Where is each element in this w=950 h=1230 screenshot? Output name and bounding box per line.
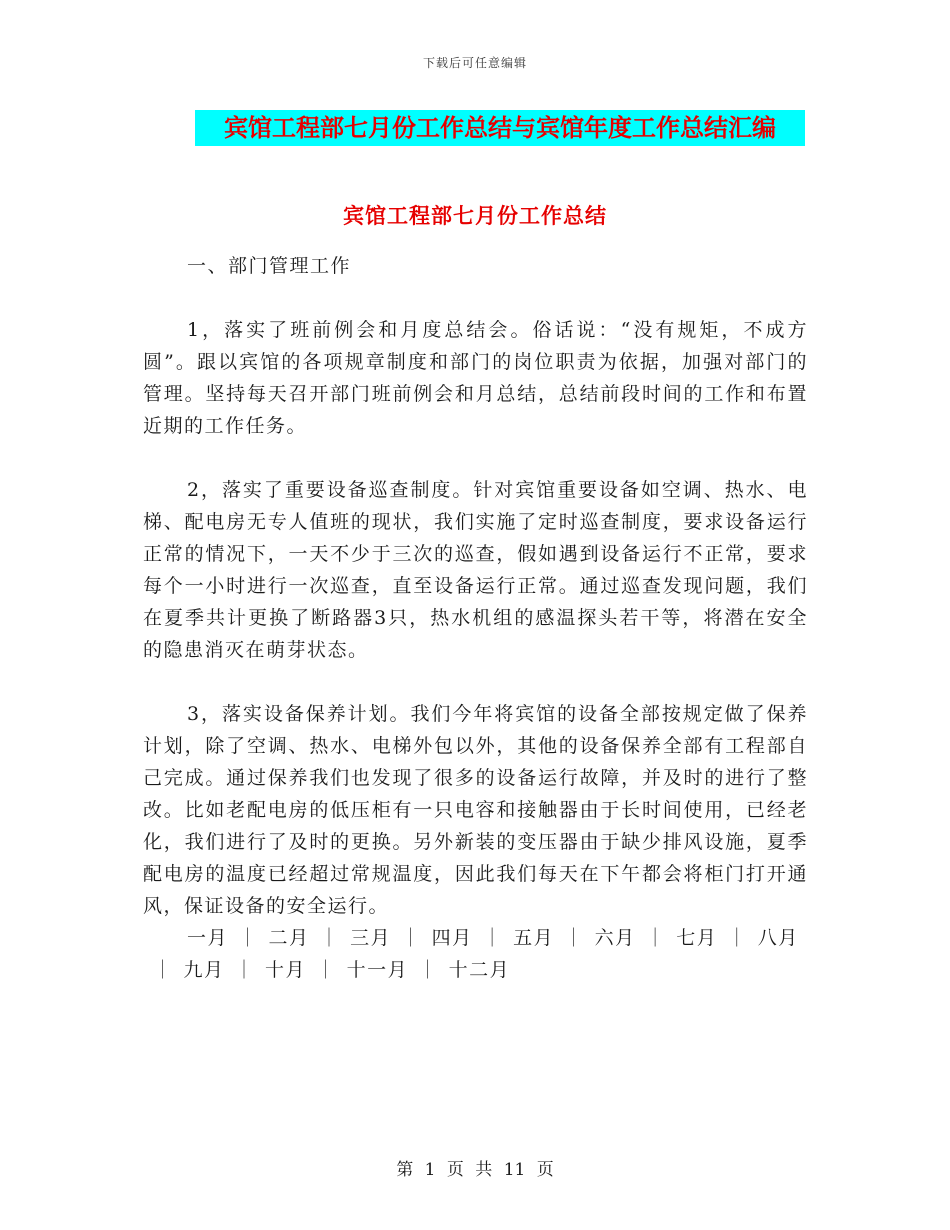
month-item: 一月 xyxy=(187,927,229,949)
paragraph-2: 2，落实了重要设备巡查制度。针对宾馆重要设备如空调、热水、电梯、配电房无专人值班的现状，我们实施了定时巡查制度，要求设备运行正常的情况下，一天不少于三次的巡查，假如遇到设备运行不正常，要求每个一小时进行一次巡查，直至设备运行正常。通过巡查发现问题，我们在夏季共计更换了断路器3只，热水机组的感温探头若干等，将潜在安全的隐患消灭在萌芽状态。 xyxy=(143,479,808,661)
month-item: 八月 xyxy=(757,927,799,949)
month-separator: ｜ xyxy=(564,927,585,949)
month-item: 六月 xyxy=(594,927,636,949)
paragraph-3: 3，落实设备保养计划。我们今年将宾馆的设备全部按规定做了保养计划，除了空调、热水、电梯外包以外，其他的设备保养全部有工程部自己完成。通过保养我们也发现了很多的设备运行故障，并及时的进行了整改。比如老配电房的低压柜有一只电容和接触器由于长时间使用，已经老化，我们进行了及时的更换。另外新装的变压器由于缺少排风设施，夏季配电房的温度已经超过常规温度，因此我们每天在下午都会将柜门打开通风，保证设备的安全运行。 xyxy=(143,703,808,917)
month-separator: ｜ xyxy=(645,927,667,949)
month-item: 五月 xyxy=(513,927,555,949)
month-separator: ｜ xyxy=(401,927,422,949)
month-separator: ｜ xyxy=(727,927,748,949)
month-separator: ｜ xyxy=(153,959,174,981)
month-item: 十二月 xyxy=(448,959,511,981)
month-separator: ｜ xyxy=(319,927,341,949)
month-item: 十月 xyxy=(265,959,307,981)
months-list xyxy=(143,922,808,986)
spacer xyxy=(143,282,808,314)
document-body xyxy=(143,250,808,986)
spacer xyxy=(143,666,808,698)
month-separator: ｜ xyxy=(482,927,504,949)
month-separator: ｜ xyxy=(418,959,439,981)
month-separator: ｜ xyxy=(238,927,259,949)
month-item: 七月 xyxy=(676,927,718,949)
month-item: 九月 xyxy=(183,959,225,981)
page-number: 第 1 页 共 11 页 xyxy=(396,1160,554,1180)
page-header-note: 下载后可任意编辑 xyxy=(422,56,527,70)
main-title: 宾馆工程部七月份工作总结与宾馆年度工作总结汇编 xyxy=(224,113,776,142)
section-heading: 一、部门管理工作 xyxy=(187,255,352,277)
paragraph-1: 1，落实了班前例会和月度总结会。俗话说：“没有规矩，不成方圆”。跟以宾馆的各项规章制度和部门的岗位职责为依据，加强对部门的管理。坚持每天召开部门班前例会和月总结，总结前段时间的工作和布置近期的工作任务。 xyxy=(143,319,808,437)
month-item: 二月 xyxy=(268,927,310,949)
month-separator: ｜ xyxy=(234,959,256,981)
month-item: 三月 xyxy=(350,927,392,949)
main-title-highlight xyxy=(195,110,805,146)
spacer xyxy=(143,442,808,474)
month-item: 四月 xyxy=(431,927,473,949)
sub-title: 宾馆工程部七月份工作总结 xyxy=(343,203,607,228)
month-item: 十一月 xyxy=(346,959,409,981)
month-separator: ｜ xyxy=(316,959,337,981)
